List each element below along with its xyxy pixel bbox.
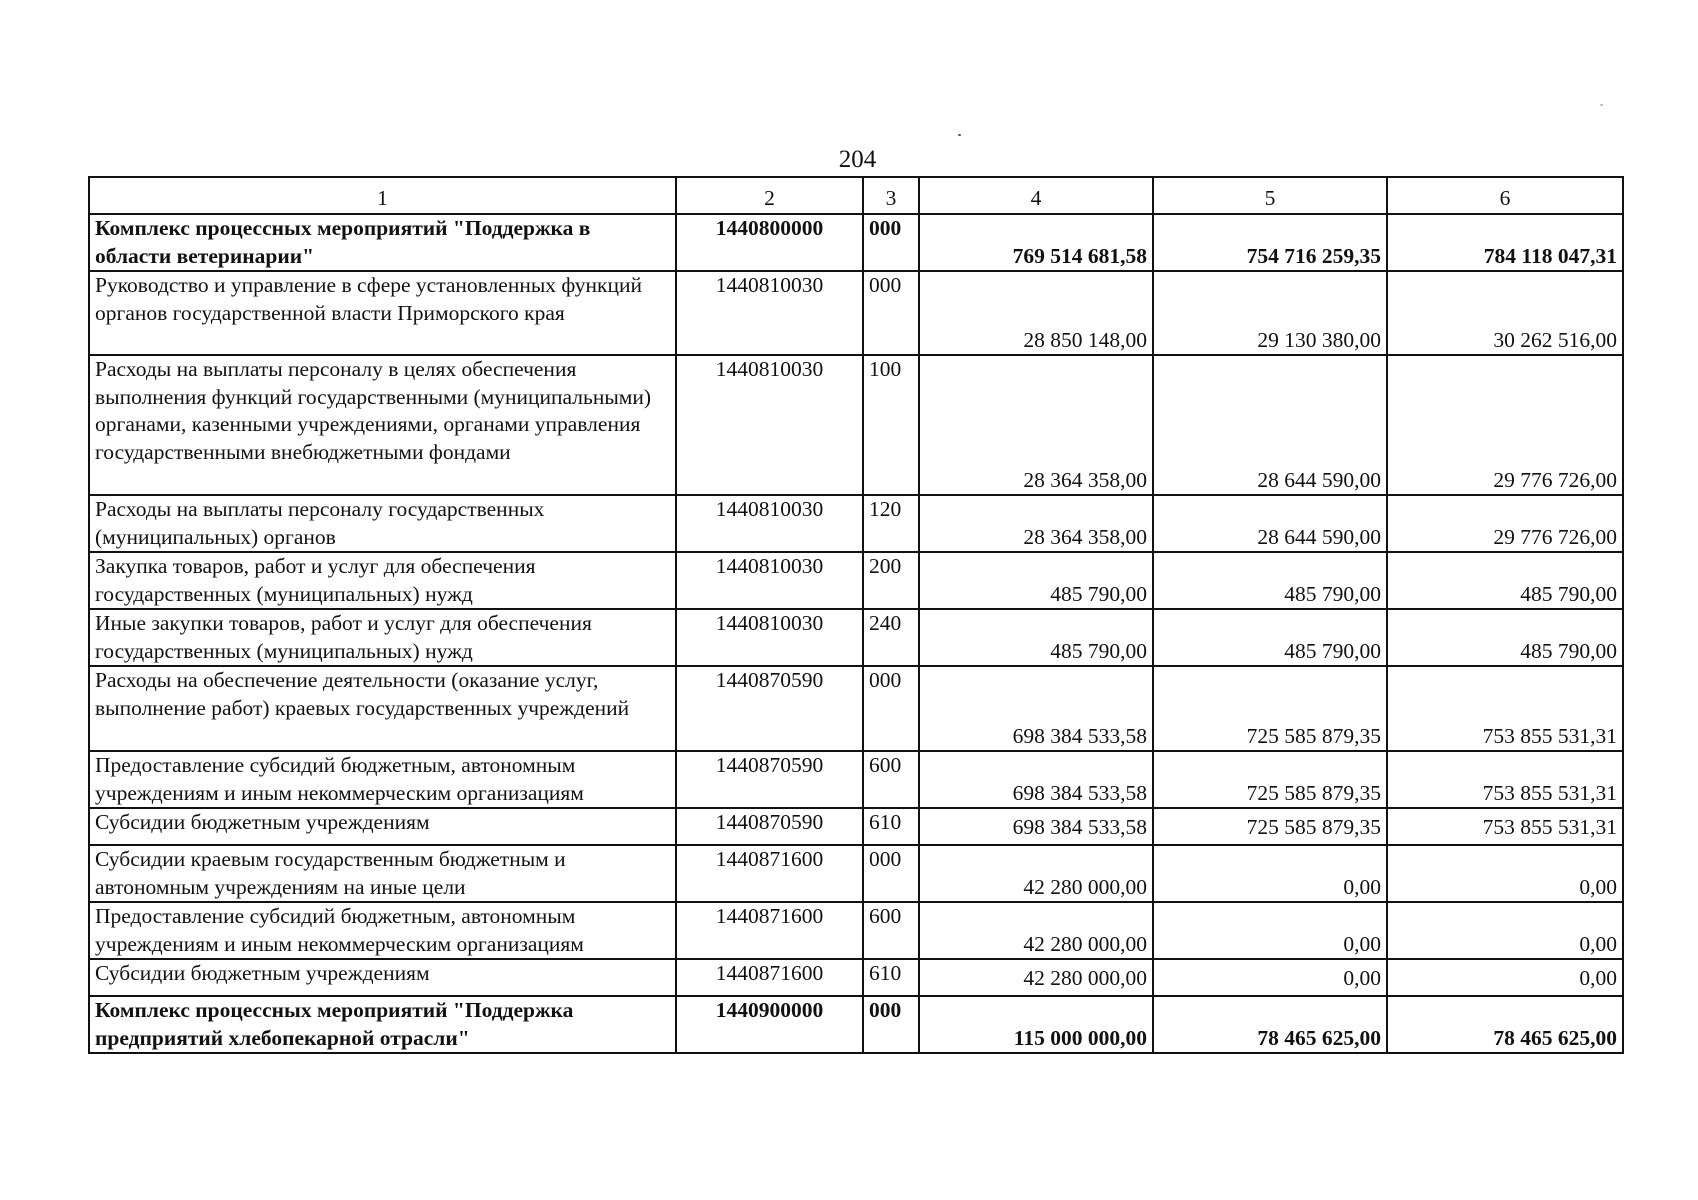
row-code: 1440871600: [676, 902, 863, 959]
row-value-5: 0,00: [1153, 845, 1387, 902]
column-header-2: 2: [676, 177, 863, 214]
row-type: 000: [863, 666, 919, 751]
row-name: Комплекс процессных мероприятий "Поддержка в области ветеринарии": [89, 214, 676, 271]
row-value-4: 698 384 533,58: [919, 808, 1153, 845]
scan-speck: [1600, 104, 1603, 106]
row-code: 1440810030: [676, 355, 863, 495]
row-code: 1440810030: [676, 552, 863, 609]
row-value-4: 42 280 000,00: [919, 902, 1153, 959]
row-value-6: 0,00: [1387, 959, 1623, 996]
row-value-4: 42 280 000,00: [919, 845, 1153, 902]
row-name: Расходы на выплаты персоналу в целях обеспечения выполнения функций государственными (муниципальными) органами, казенными учреждениями, органами управления государственными внебюджетными фондами: [89, 355, 676, 495]
row-value-4: 28 364 358,00: [919, 495, 1153, 552]
row-value-4: 115 000 000,00: [919, 996, 1153, 1053]
table-row: [89, 808, 1623, 845]
scan-speck: [958, 134, 961, 136]
row-value-4: 42 280 000,00: [919, 959, 1153, 996]
row-type: 000: [863, 845, 919, 902]
row-name: Субсидии краевым государственным бюджетным и автономным учреждениям на иные цели: [89, 845, 676, 902]
column-header-6: 6: [1387, 177, 1623, 214]
row-value-4: 28 364 358,00: [919, 355, 1153, 495]
table-body: [89, 214, 1623, 1053]
row-value-6: 30 262 516,00: [1387, 271, 1623, 355]
row-code: 1440870590: [676, 666, 863, 751]
column-header-3: 3: [863, 177, 919, 214]
table-row: [89, 996, 1623, 1053]
row-type: 200: [863, 552, 919, 609]
column-header-1: 1: [89, 177, 676, 214]
row-value-4: 698 384 533,58: [919, 666, 1153, 751]
row-type: 600: [863, 751, 919, 808]
row-name: Субсидии бюджетным учреждениям: [89, 959, 676, 996]
row-value-4: 485 790,00: [919, 609, 1153, 666]
row-value-4: 769 514 681,58: [919, 214, 1153, 271]
row-value-5: 0,00: [1153, 902, 1387, 959]
row-code: 1440870590: [676, 808, 863, 845]
row-value-5: 28 644 590,00: [1153, 495, 1387, 552]
row-name: Предоставление субсидий бюджетным, автономным учреждениям и иным некоммерческим организациям: [89, 902, 676, 959]
table-row: [89, 355, 1623, 495]
table-header-row: [89, 177, 1623, 214]
row-type: 100: [863, 355, 919, 495]
row-type: 000: [863, 214, 919, 271]
row-value-6: 29 776 726,00: [1387, 495, 1623, 552]
row-value-6: 485 790,00: [1387, 552, 1623, 609]
row-type: 610: [863, 808, 919, 845]
row-name: Расходы на обеспечение деятельности (оказание услуг, выполнение работ) краевых государственных учреждений: [89, 666, 676, 751]
row-name: Субсидии бюджетным учреждениям: [89, 808, 676, 845]
table-row: [89, 271, 1623, 355]
row-value-6: 78 465 625,00: [1387, 996, 1623, 1053]
table-row: [89, 552, 1623, 609]
row-code: 1440870590: [676, 751, 863, 808]
row-value-5: 485 790,00: [1153, 609, 1387, 666]
row-code: 1440810030: [676, 495, 863, 552]
row-code: 1440871600: [676, 959, 863, 996]
table-row: [89, 666, 1623, 751]
column-header-4: 4: [919, 177, 1153, 214]
row-code: 1440800000: [676, 214, 863, 271]
table-row: [89, 495, 1623, 552]
table-row: [89, 751, 1623, 808]
row-value-6: 753 855 531,31: [1387, 808, 1623, 845]
row-value-5: 78 465 625,00: [1153, 996, 1387, 1053]
row-name: Руководство и управление в сфере установленных функций органов государственной власти Приморского края: [89, 271, 676, 355]
row-code: 1440900000: [676, 996, 863, 1053]
row-type: 240: [863, 609, 919, 666]
row-name: Предоставление субсидий бюджетным, автономным учреждениям и иным некоммерческим организациям: [89, 751, 676, 808]
row-code: 1440810030: [676, 271, 863, 355]
row-value-5: 29 130 380,00: [1153, 271, 1387, 355]
row-value-5: 754 716 259,35: [1153, 214, 1387, 271]
row-name: Закупка товаров, работ и услуг для обеспечения государственных (муниципальных) нужд: [89, 552, 676, 609]
row-type: 000: [863, 271, 919, 355]
row-value-5: 725 585 879,35: [1153, 666, 1387, 751]
row-value-6: 0,00: [1387, 845, 1623, 902]
row-value-5: 725 585 879,35: [1153, 751, 1387, 808]
row-type: 000: [863, 996, 919, 1053]
row-value-4: 28 850 148,00: [919, 271, 1153, 355]
row-code: 1440810030: [676, 609, 863, 666]
row-value-4: 485 790,00: [919, 552, 1153, 609]
table-row: [89, 609, 1623, 666]
row-name: Комплекс процессных мероприятий "Поддержка предприятий хлебопекарной отрасли": [89, 996, 676, 1053]
table-row: [89, 845, 1623, 902]
row-type: 120: [863, 495, 919, 552]
row-value-4: 698 384 533,58: [919, 751, 1153, 808]
row-value-5: 0,00: [1153, 959, 1387, 996]
row-name: Иные закупки товаров, работ и услуг для обеспечения государственных (муниципальных) нужд: [89, 609, 676, 666]
row-value-5: 28 644 590,00: [1153, 355, 1387, 495]
row-value-6: 0,00: [1387, 902, 1623, 959]
row-value-6: 29 776 726,00: [1387, 355, 1623, 495]
table-row: [89, 214, 1623, 271]
row-type: 610: [863, 959, 919, 996]
row-type: 600: [863, 902, 919, 959]
row-value-6: 784 118 047,31: [1387, 214, 1623, 271]
column-header-5: 5: [1153, 177, 1387, 214]
row-code: 1440871600: [676, 845, 863, 902]
row-value-6: 485 790,00: [1387, 609, 1623, 666]
row-value-5: 485 790,00: [1153, 552, 1387, 609]
page-number: 204: [838, 146, 877, 173]
row-value-5: 725 585 879,35: [1153, 808, 1387, 845]
row-name: Расходы на выплаты персоналу государственных (муниципальных) органов: [89, 495, 676, 552]
row-value-6: 753 855 531,31: [1387, 751, 1623, 808]
table-row: [89, 902, 1623, 959]
row-value-6: 753 855 531,31: [1387, 666, 1623, 751]
table-row: [89, 959, 1623, 996]
budget-table: [88, 176, 1624, 1054]
